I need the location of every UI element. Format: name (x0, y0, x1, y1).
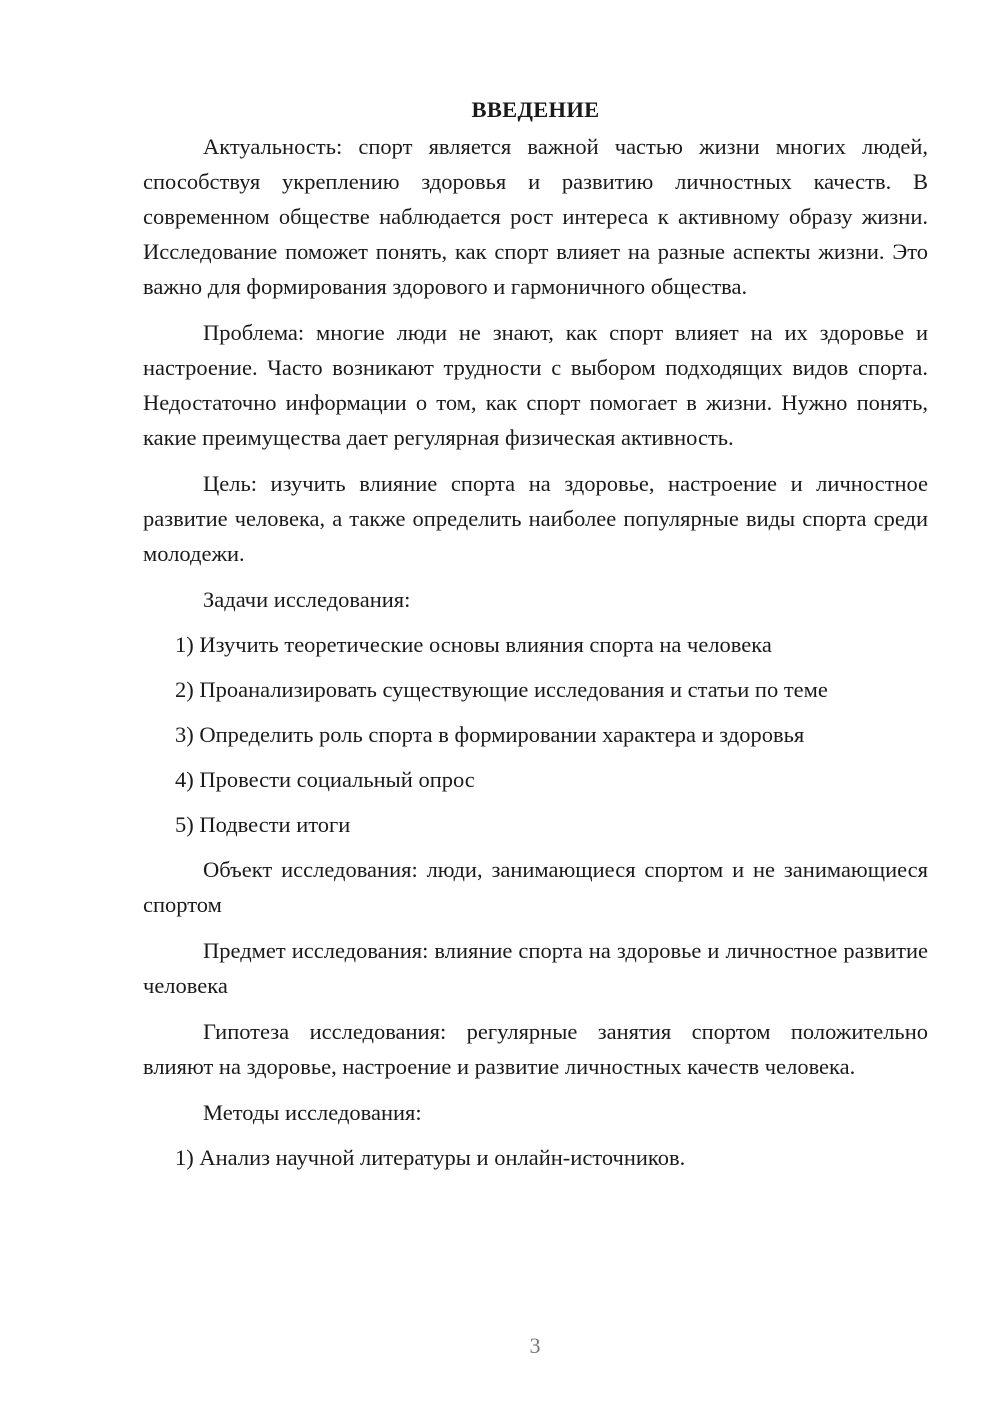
methods-label: Методы исследования: (203, 1100, 422, 1125)
relevance-paragraph: Актуальность: спорт является важной частью жизни многих людей, способствуя укреплению здоровья и развитию личностных качеств. В современном обществе наблюдается рост интереса к активному образу жизни. Исследование поможет понять, как спорт влияет на разные аспекты жизни. Это важно для формирования здорового и гармоничного общества. (143, 134, 928, 299)
hypothesis-paragraph: Гипотеза исследования: регулярные занятия спортом положительно влияют на здоровье, настроение и развитие личностных качеств человека. (143, 1019, 928, 1079)
page-number: 3 (529, 1333, 541, 1358)
tasks-list (143, 627, 928, 842)
methods-list (143, 1140, 928, 1175)
list-item: 4) Провести социальный опрос (175, 767, 475, 792)
section-heading: ВВЕДЕНИЕ (471, 97, 600, 122)
tasks-label: Задачи исследования: (203, 587, 411, 612)
list-item: 5) Подвести итоги (175, 812, 351, 837)
list-item: 1) Анализ научной литературы и онлайн-источников. (175, 1145, 686, 1170)
subject-paragraph: Предмет исследования: влияние спорта на здоровье и личностное развитие человека (143, 938, 928, 998)
object-paragraph: Объект исследования: люди, занимающиеся спортом и не занимающиеся спортом (143, 857, 928, 917)
goal-paragraph: Цель: изучить влияние спорта на здоровье, настроение и личностное развитие человека, а также определить наиболее популярные виды спорта среди молодежи. (143, 471, 928, 566)
list-item: 1) Изучить теоретические основы влияния спорта на человека (175, 632, 772, 657)
list-item: 3) Определить роль спорта в формировании характера и здоровья (175, 722, 805, 747)
problem-paragraph: Проблема: многие люди не знают, как спорт влияет на их здоровье и настроение. Часто возникают трудности с выбором подходящих видов спорта. Недостаточно информации о том, как спорт помогает в жизни. Нужно понять, какие преимущества дает регулярная физическая активность. (143, 320, 928, 450)
list-item: 2) Проанализировать существующие исследования и статьи по теме (175, 677, 828, 702)
page-content (143, 95, 928, 1185)
